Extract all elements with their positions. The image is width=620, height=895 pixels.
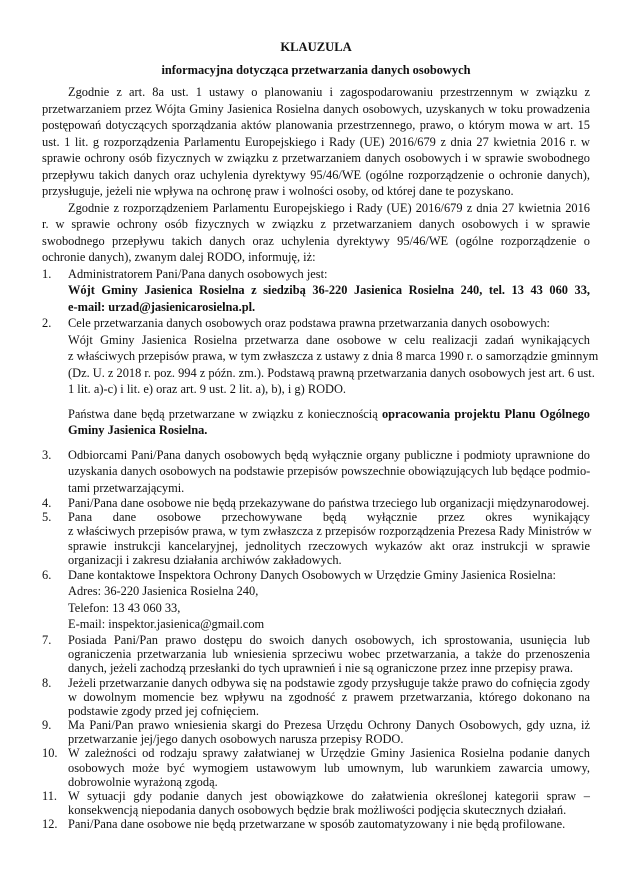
text-line: Pana dane osobowe przechowywane będą wyłącznie przez okres wynikający	[68, 510, 590, 525]
list-item-body	[68, 817, 590, 831]
bold-text: Wójt Gminy Jasienica Rosielna z siedzibą 36-220 Jasienica Rosielna 240, tel. 13 43 060 33,	[68, 283, 590, 297]
list-item	[42, 496, 590, 510]
list-number: 3.	[42, 447, 52, 462]
bold-text: opracowania projektu Planu Ogólnego	[381, 406, 590, 421]
text-line: sprawie instrukcji kancelaryjnej, jednolitych rzeczowych wykazów akt oraz instrukcji w sprawie	[68, 538, 590, 553]
text-line: sprawie ochrony osób fizycznych w związku z przetwarzaniem danych osobowych i w sprawie swobodnego	[42, 151, 590, 165]
list-number: 12.	[42, 817, 58, 832]
list-item	[42, 676, 590, 719]
text-line: dobrowolnie wyrażoną zgodą.	[68, 774, 218, 789]
text-line	[68, 282, 590, 299]
list-number: 10.	[42, 746, 58, 761]
list-number: 4.	[42, 496, 52, 510]
list-item-body	[68, 633, 590, 676]
text-line: uzyskania danych osobowych na podstawie przepisów powszechnie obowiązujących lub będące podmio-	[68, 464, 591, 478]
text-line	[68, 406, 590, 423]
text-line: w dowolnym momencie bez wpływu na zgodność z prawem przetwarzania, którego dokonano na	[68, 689, 590, 704]
list-item-body	[68, 315, 599, 439]
list-item	[42, 510, 590, 567]
text-line: 1 lit. a)-c) i lit. e) oraz art. 9 ust. 2 lit. a), b), i g) RODO.	[68, 382, 347, 396]
text-line: z właściwych przepisów prawa, w tym zwłaszcza z ustawy z dnia 8 marca 1990 r. o samorządzie gminnym	[68, 349, 599, 363]
text-line: przetwarzanie jej/jego danych osobowych narusza przepisy RODO.	[68, 732, 404, 747]
text-line: Wójt Gminy Jasienica Rosielna przetwarza dane osobowe w celu realizacji zadań wynikających	[68, 332, 590, 347]
list-number: 9.	[42, 718, 52, 733]
list-number: 11.	[42, 789, 58, 804]
document-title: KLAUZULA	[280, 40, 352, 54]
text-line: podstawie zgody przed jej cofnięciem.	[68, 703, 259, 718]
text-segment: Państwa dane będą przetwarzane w związku z koniecznością	[68, 406, 382, 421]
list-item-body	[68, 789, 590, 817]
list-item	[42, 315, 599, 439]
text-line: Ma Pani/Pan prawo wniesienia skargi do Prezesa Urzędu Ochrony Danych Osobowych, gdy uzna, iż	[68, 718, 590, 733]
text-line: ograniczenia przetwarzania lub wniesienia sprzeciwu wobec przetwarzania, a także do przenoszenia	[68, 647, 590, 662]
list-item-body	[68, 266, 590, 316]
list-item-body	[68, 510, 590, 567]
list-item	[42, 817, 590, 831]
list-item-body	[68, 496, 590, 510]
text-line: przepływu takich danych oraz uchylenia dyrektywy 95/46/WE (ogólne rozporządzenie o ochronie danych),	[42, 167, 590, 182]
list-number: 1.	[42, 266, 52, 281]
text-line: przetwarzaniem przez Wójta Gminy Jasienica Rosielna danych osobowych, uzyskanych w toku prowadzenia	[42, 101, 590, 116]
text-line: tami przetwarzającymi.	[68, 480, 185, 495]
text-line: Dane kontaktowe Inspektora Ochrony Danych Osobowych w Urzędzie Gminy Jasienica Rosielna:	[68, 567, 556, 582]
list-item-body	[68, 567, 590, 633]
text-line: Zgodnie z art. 8a ust. 1 ustawy o planowaniu i zagospodarowaniu przestrzennym w związku z	[68, 85, 590, 99]
text-line: Administratorem Pani/Pana danych osobowych jest:	[68, 266, 328, 281]
list-item-body	[68, 746, 590, 789]
text-line: W zależności od rodzaju sprawy załatwianej w Urzędzie Gminy Jasienica Rosielna podanie danych	[68, 746, 590, 761]
text-line: Pani/Pana dane osobowe nie będą przekazywane do państwa trzeciego lub organizacji międzynarodowej.	[68, 496, 590, 510]
list-item	[42, 633, 590, 676]
text-line: organizacji i zakresu działania archiwów zakładowych.	[68, 552, 342, 567]
list-item	[42, 266, 590, 316]
list-item-body	[68, 447, 590, 497]
list-number: 5.	[42, 510, 52, 525]
document-subtitle: informacyjna dotycząca przetwarzania danych osobowych	[161, 63, 471, 77]
text-line: Jeżeli przetwarzanie danych odbywa się na podstawie zgody przysługuje także prawo do cofnięcia zgody	[68, 675, 590, 690]
bold-text: Gminy Jasienica Rosielna.	[68, 423, 208, 437]
text-line: danych, jeżeli zachodzą przesłanki do tych uprawnień i nie są ograniczone przez inne przepisy prawa.	[68, 661, 574, 676]
numbered-list	[42, 266, 599, 832]
text-line: Zgodnie z rozporządzeniem Parlamentu Europejskiego i Rady (UE) 2016/679 z dnia 27 kwietnia 2016	[68, 200, 590, 215]
text-line: ust. 1 lit. g rozporządzenia Parlamentu Europejskiego i Rady (UE) 2016/679 z dnia 27 kwietnia 2016 r. w	[42, 134, 590, 149]
list-item	[42, 447, 590, 497]
text-line: E-mail: inspektor.jasienica@gmail.com	[68, 617, 265, 632]
text-line	[68, 299, 590, 316]
list-number: 6.	[42, 567, 52, 582]
text-line: Adres: 36-220 Jasienica Rosielna 240,	[68, 584, 259, 599]
text-line: Cele przetwarzania danych osobowych oraz podstawa prawna przetwarzania danych osobowych:	[68, 316, 551, 330]
paragraph	[42, 84, 590, 200]
text-line: osobowych może być wymogiem ustawowym lub umownym, lub warunkiem zawarcia umowy,	[68, 760, 590, 775]
list-item	[42, 746, 590, 789]
bold-text: e-mail: urzad@jasienicarosielna.pl.	[68, 299, 256, 314]
text-line: przysługuje, jeżeli nie wpływa na ochronę praw i wolności osoby, od której dane te pozyskano.	[42, 184, 514, 198]
list-item-body	[68, 676, 590, 719]
list-item-body	[68, 718, 590, 746]
document-page	[42, 39, 599, 832]
text-line: Posiada Pani/Pan prawo dostępu do swoich danych osobowych, ich sprostowania, usunięcia lub	[68, 632, 590, 647]
text-line	[68, 422, 590, 439]
text-line: W sytuacji gdy podanie danych jest obowiązkowe do załatwienia określonej kategorii spraw –	[68, 789, 590, 804]
text-line: (Dz. U. z 2018 r. poz. 994 z późn. zm.). Podstawą prawną przetwarzania danych osobowych jest art. 6 ust.	[68, 365, 595, 380]
text-line: swobodnego przepływu takich danych oraz uchylenia dyrektywy 95/46/WE (ogólne rozporządzenie o	[42, 233, 590, 248]
list-number: 8.	[42, 675, 52, 690]
text-line: ochronie danych), zwanym dalej RODO, informuję, iż:	[42, 250, 316, 264]
list-item	[42, 718, 590, 746]
list-item	[42, 567, 590, 633]
text-line: konsekwencją niepodania danych osobowych będzie brak możliwości podjęcia skutecznych działań.	[68, 803, 567, 818]
text-line: Odbiorcami Pani/Pana danych osobowych będą wyłącznie organy publiczne i podmioty uprawnione do	[68, 447, 590, 462]
list-number: 2.	[42, 316, 52, 330]
text-line: Pani/Pana dane osobowe nie będą przetwarzane w sposób zautomatyzowany i nie będą profilowane.	[68, 817, 566, 832]
item-note-paragraph	[68, 406, 590, 439]
text-line: r. w sprawie ochrony osób fizycznych w związku z przetwarzaniem danych osobowych i w sprawie	[42, 217, 590, 231]
text-line: postępowań dotyczących sporządzania aktów planowania przestrzennego, prawo, o którym mowa w art. 15	[42, 118, 590, 132]
text-line: Telefon: 13 43 060 33,	[68, 600, 181, 615]
list-item	[42, 789, 590, 817]
list-number: 7.	[42, 632, 52, 647]
intro-paragraphs	[42, 84, 590, 266]
text-line: z właściwych przepisów prawa, w tym zwłaszcza z przepisów rozporządzenia Prezesa Rady Ministrów w	[68, 524, 592, 539]
paragraph	[42, 200, 590, 266]
